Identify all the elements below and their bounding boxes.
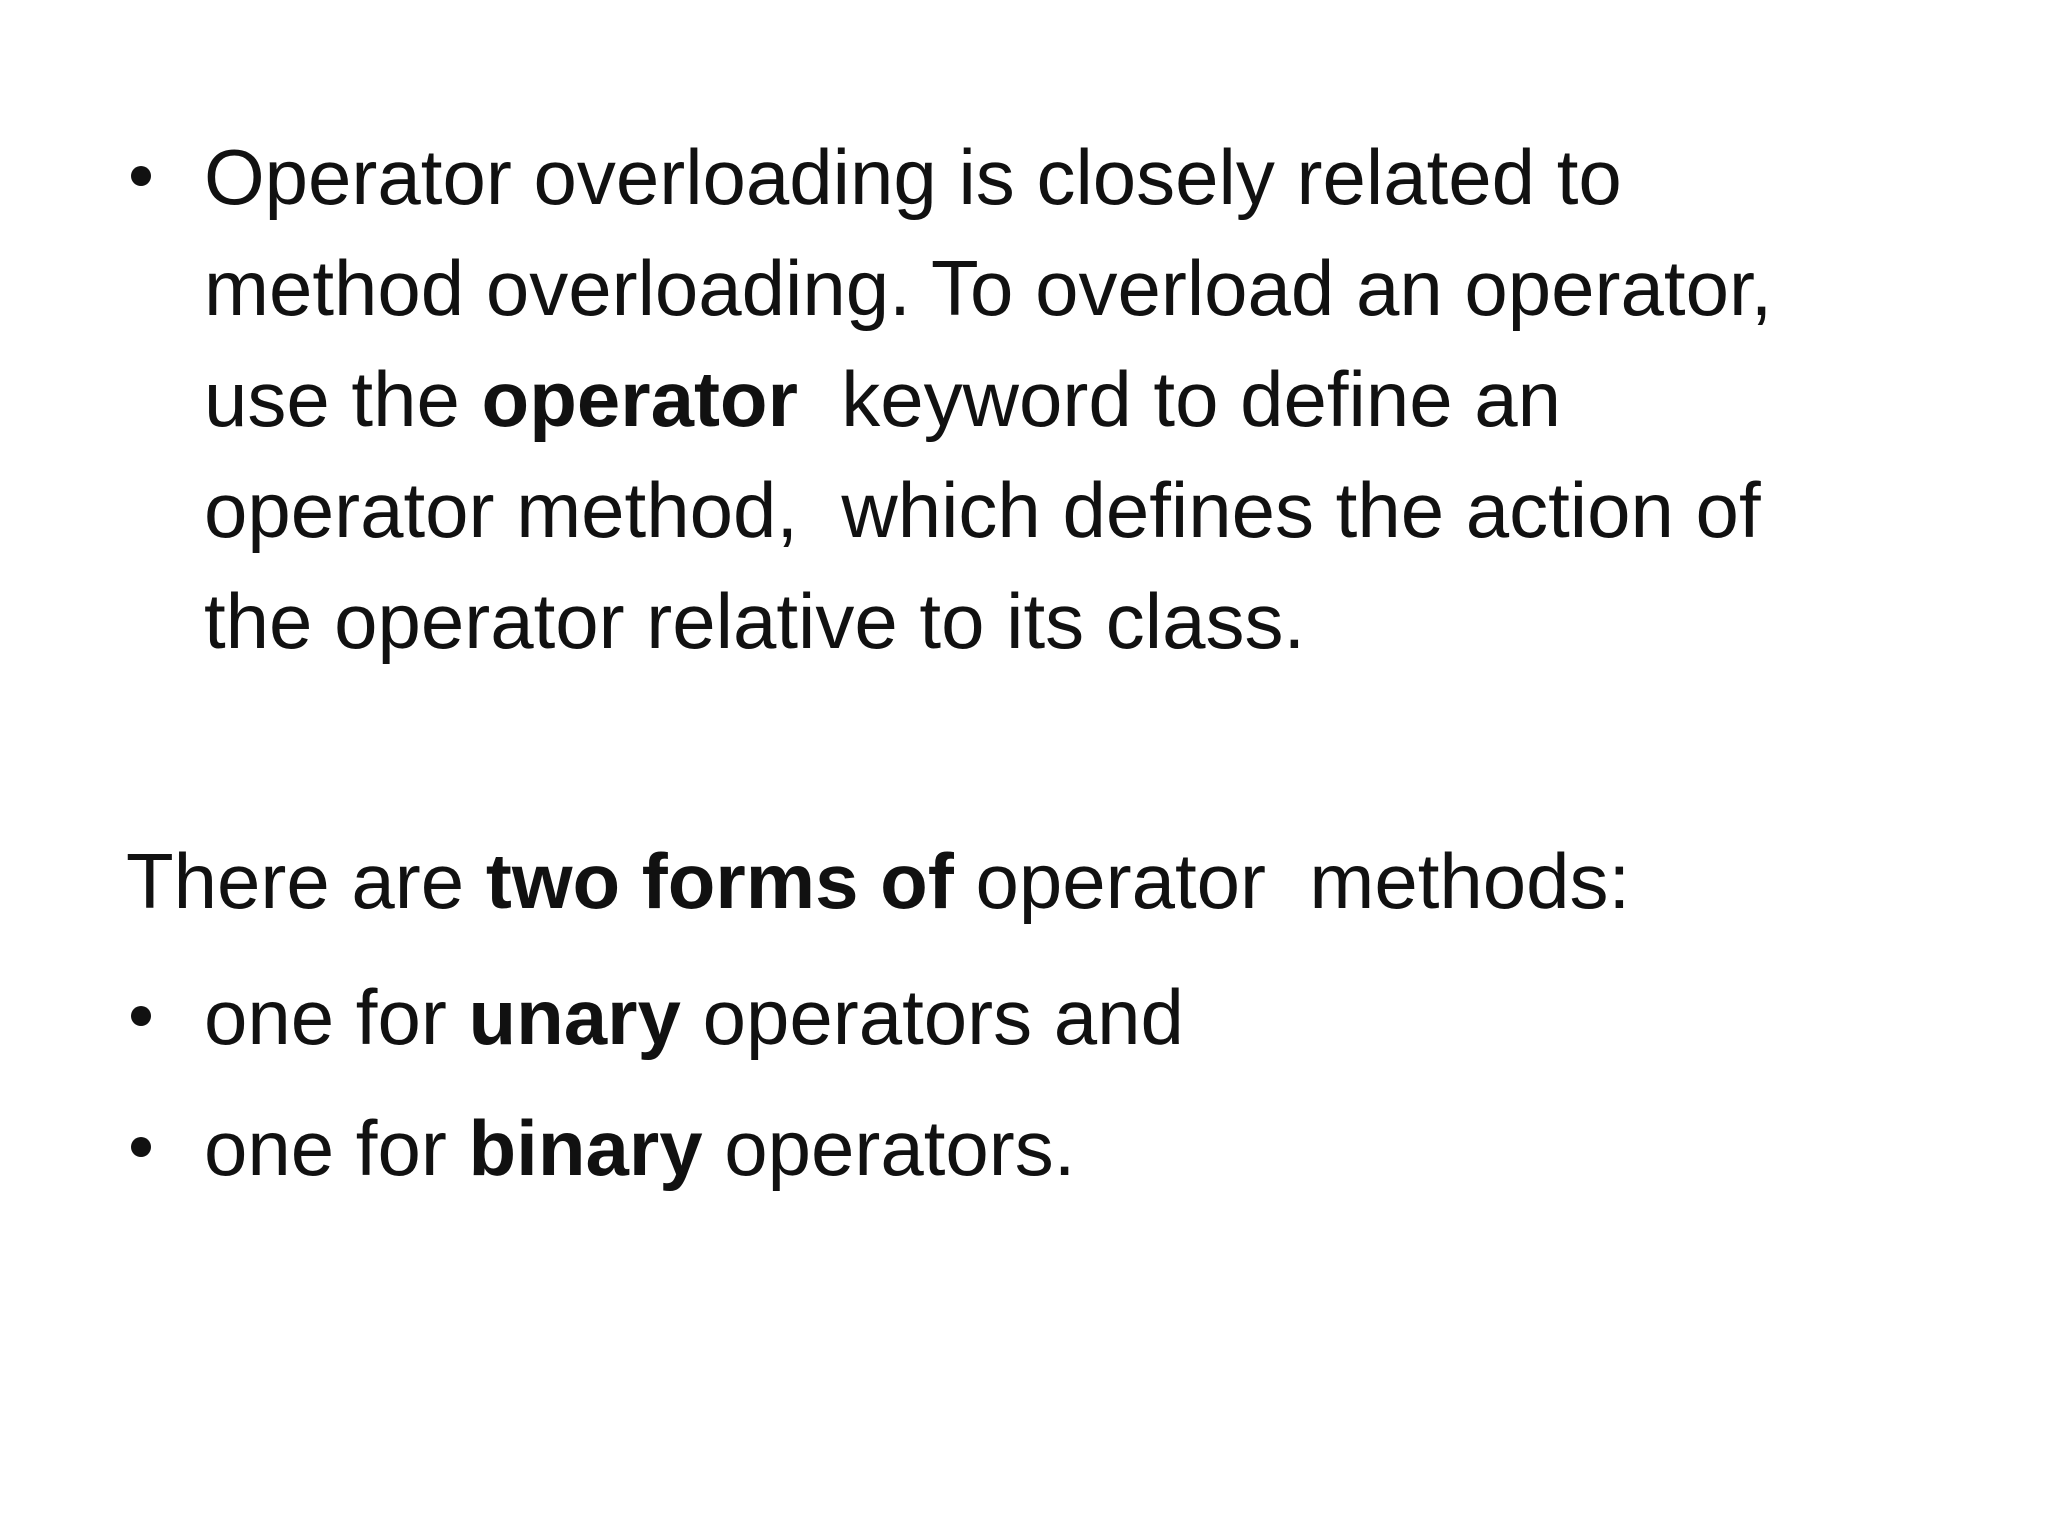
bullet-text xyxy=(204,122,1772,677)
bullet1-line2: method overloading. To overload an operator, xyxy=(204,244,1773,332)
bullet1-line1: Operator overloading is closely related to xyxy=(204,133,1622,221)
keyword-operator: operator xyxy=(481,355,798,443)
bullet3-after: operators. xyxy=(702,1104,1076,1192)
bullet-icon xyxy=(126,122,166,233)
bullet3-before: one for xyxy=(204,1104,469,1192)
keyword-binary: binary xyxy=(468,1104,703,1192)
intro-before: There are xyxy=(126,837,486,925)
intro-after: operator methods: xyxy=(953,837,1631,925)
keyword-unary: unary xyxy=(468,973,681,1061)
bullet1-line4: operator method, which defines the action of xyxy=(204,466,1761,554)
bullet1-line3-before: use the xyxy=(204,355,482,443)
intro-sentence xyxy=(126,826,1630,937)
bullet-text xyxy=(204,1093,1075,1204)
bullet-icon xyxy=(126,1093,166,1204)
bullet2-before: one for xyxy=(204,973,469,1061)
bullet1-line5: the operator relative to its class. xyxy=(204,577,1306,665)
bullet1-line3 xyxy=(204,344,1772,455)
bullet-text xyxy=(204,962,1184,1073)
bullet1-line3-after: keyword to define an xyxy=(797,355,1562,443)
intro-bold: two forms of xyxy=(485,837,954,925)
bullet-icon xyxy=(126,962,166,1073)
bullet2-after: operators and xyxy=(680,973,1184,1061)
